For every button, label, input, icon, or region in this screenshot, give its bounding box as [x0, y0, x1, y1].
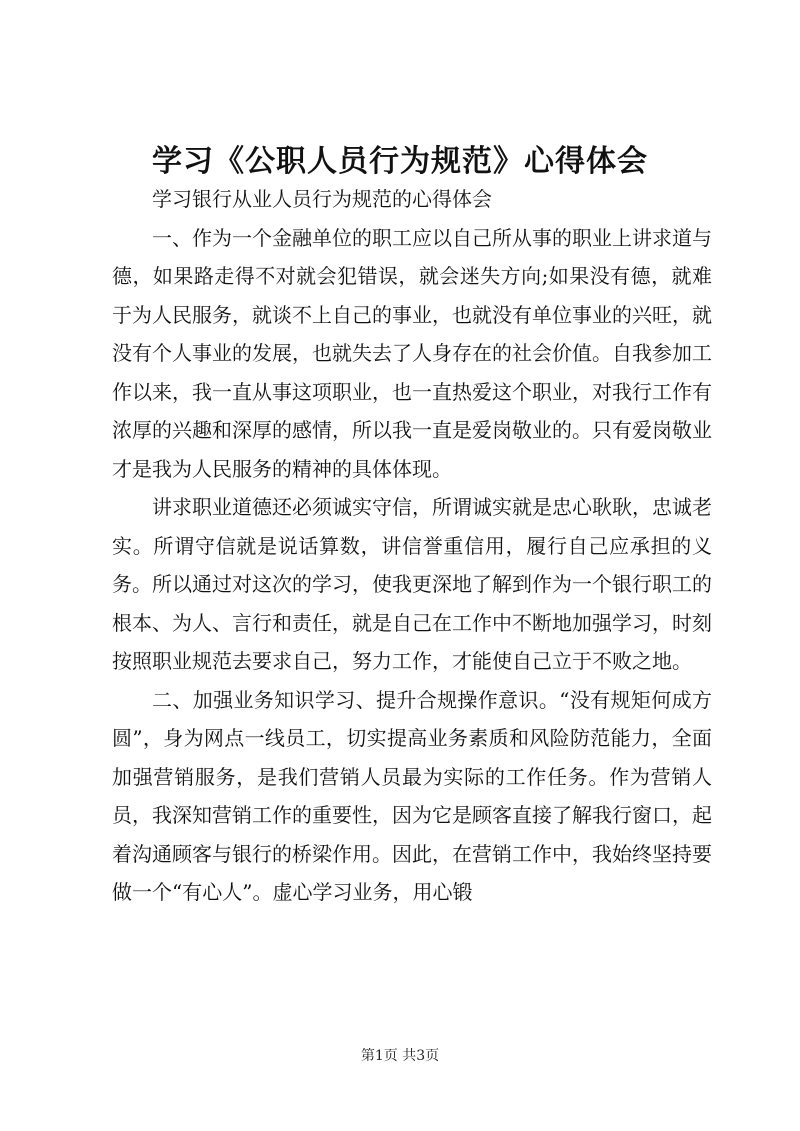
document-body: [112, 180, 712, 912]
page-footer: 第1页 共3页: [360, 1048, 440, 1064]
paragraph-2: 讲求职业道德还必须诚实守信，所谓诚实就是忠心耿耿，忠诚老实。所谓守信就是说话算数，讲信誉重信用，履行自己应承担的义务。所以通过对这次的学习，使我更深地了解到作为一个银行职工的根本、为人、言行和责任，就是自己在工作中不断地加强学习，时刻按照职业规范去要求自己，努力工作，才能使自己立于不败之地。: [112, 495, 712, 673]
paragraph-1: 一、作为一个金融单位的职工应以自己所从事的职业上讲求道与德，如果路走得不对就会犯错误，就会迷失方向;如果没有德，就难于为人民服务，就谈不上自己的事业，也就没有单位事业的兴旺，就没有个人事业的发展，也就失去了人身存在的社会价值。自我参加工作以来，我一直从事这项职业，也一直热爱这个职业，对我行工作有浓厚的兴趣和深厚的感情，所以我一直是爱岗敬业的。只有爱岗敬业才是我为人民服务的精神的具体体现。: [112, 225, 712, 481]
page-title: 学习《公职人员行为规范》心得体会: [152, 144, 648, 179]
paragraph-3: 二、加强业务知识学习、提升合规操作意识。“没有规矩何成方圆”，身为网点一线员工，切实提高业务素质和风险防范能力，全面加强营销服务，是我们营销人员最为实际的工作任务。作为营销人员，我深知营销工作的重要性，因为它是顾客直接了解我行窗口，起着沟通顾客与银行的桥梁作用。因此，在营销工作中，我始终坚持要做一个“有心人”。虚心学习业务，用心锻: [112, 687, 712, 904]
subtitle: 学习银行从业人员行为规范的心得体会: [152, 187, 492, 211]
